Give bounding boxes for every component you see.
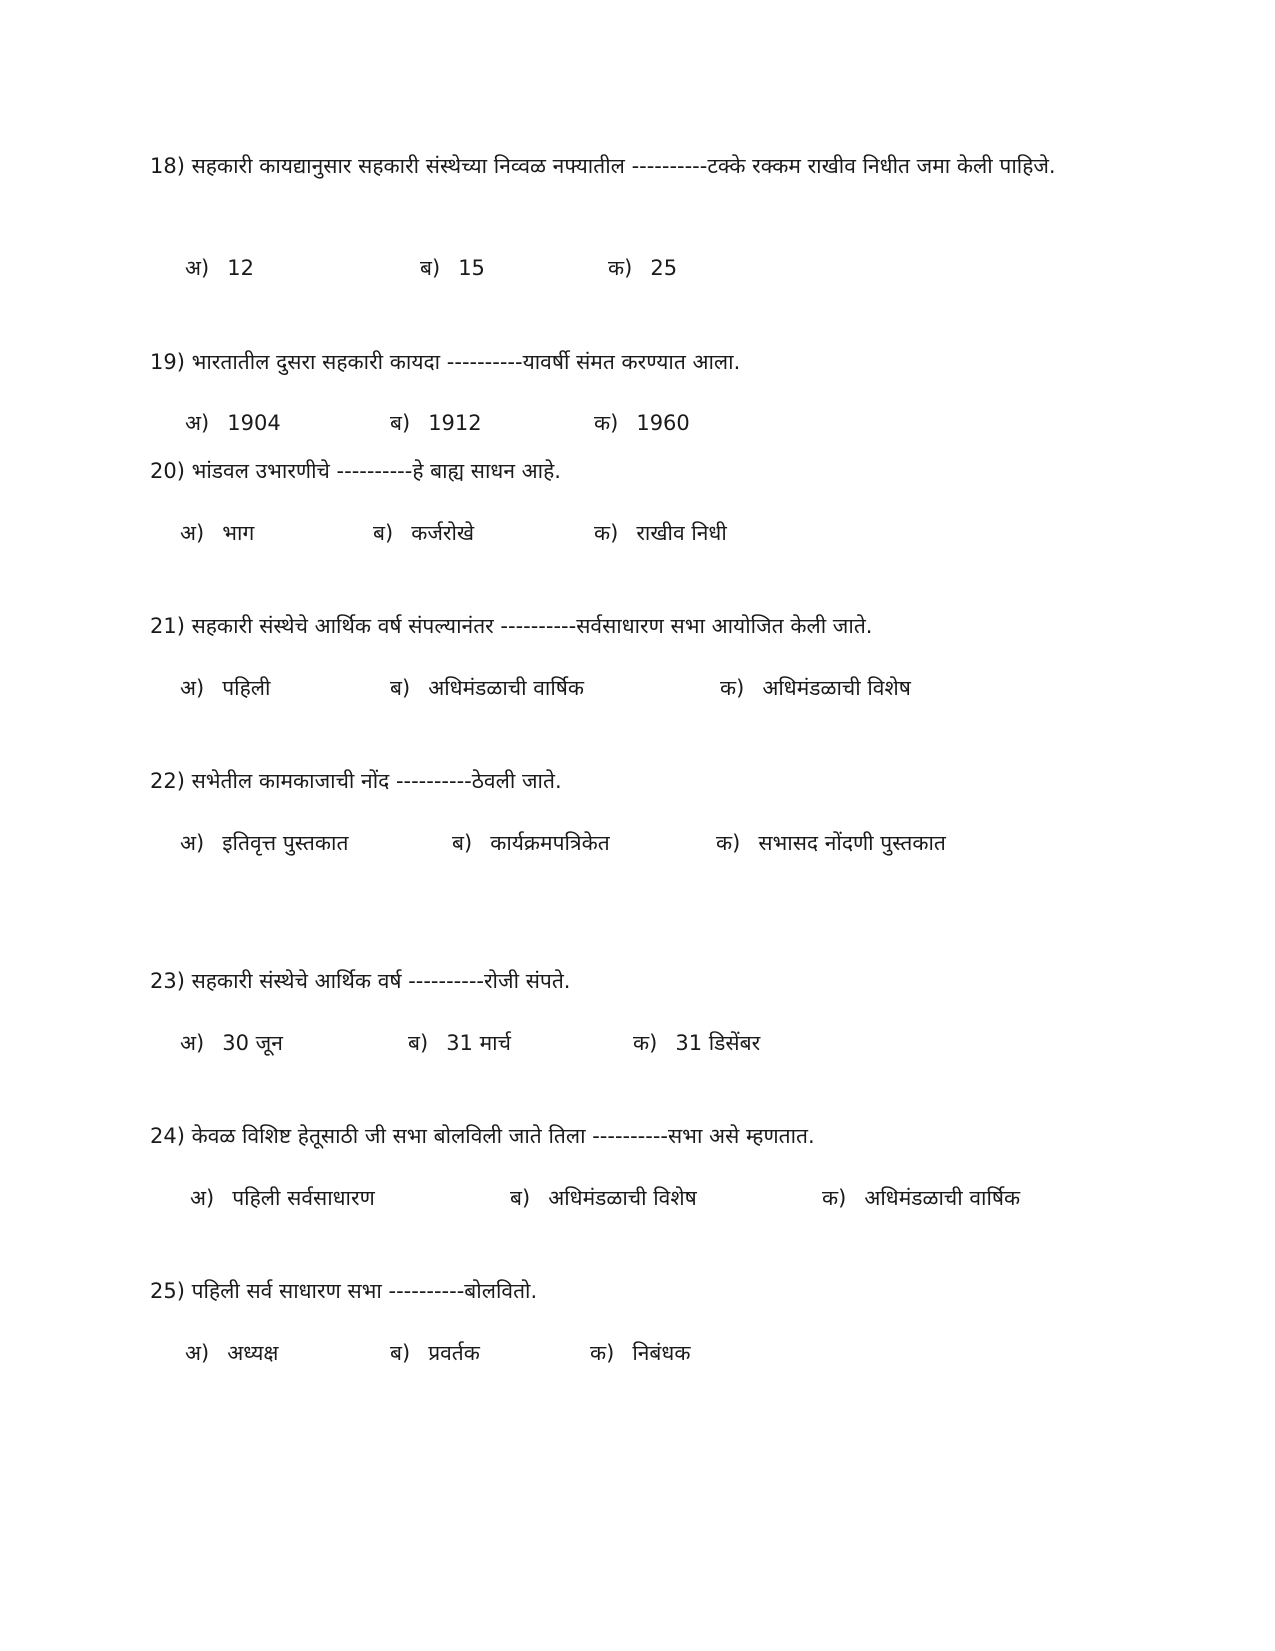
- option-24-c: [822, 1183, 1020, 1213]
- option-value: कार्यक्रमपत्रिकेत: [490, 831, 610, 855]
- option-21-b: [390, 673, 584, 703]
- option-label: ब): [420, 256, 441, 280]
- option-value: सभासद नोंदणी पुस्तकात: [758, 831, 946, 855]
- option-label: अ): [180, 521, 205, 545]
- option-label: अ): [180, 831, 205, 855]
- option-label: अ): [180, 676, 205, 700]
- option-value: पहिली: [222, 676, 271, 700]
- option-value: पहिली सर्वसाधारण: [232, 1186, 375, 1210]
- option-18-a: [185, 253, 254, 283]
- option-label: क): [590, 1341, 615, 1365]
- option-21-c: [720, 673, 911, 703]
- option-value: 1904: [227, 411, 281, 435]
- option-18-c: [608, 253, 677, 283]
- option-label: ब): [390, 676, 411, 700]
- option-20-a: [180, 518, 254, 548]
- option-25-a: [185, 1338, 278, 1368]
- option-22-a: [180, 828, 348, 858]
- option-label: अ): [185, 1341, 210, 1365]
- option-label: ब): [452, 831, 473, 855]
- option-label: क): [594, 521, 619, 545]
- question-18: 18) सहकारी कायद्यानुसार सहकारी संस्थेच्या निव्वळ नफ्यातील ----------टक्के रक्कम राखीव निधीत जमा केली पाहिजे.: [150, 154, 1056, 178]
- option-label: क): [716, 831, 741, 855]
- option-value: 31 मार्च: [446, 1031, 511, 1055]
- question-24: 24) केवळ विशिष्ट हेतूसाठी जी सभा बोलविली जाते तिला ----------सभा असे म्हणतात.: [150, 1124, 815, 1148]
- question-23: 23) सहकारी संस्थेचे आर्थिक वर्ष ----------रोजी संपते.: [150, 969, 571, 993]
- option-label: ब): [408, 1031, 429, 1055]
- option-25-c: [590, 1338, 690, 1368]
- option-23-b: [408, 1028, 511, 1058]
- option-20-c: [594, 518, 727, 548]
- question-20: 20) भांडवल उभारणीचे ----------हे बाह्य साधन आहे.: [150, 459, 561, 483]
- option-value: 30 जून: [222, 1031, 283, 1055]
- option-25-b: [390, 1338, 480, 1368]
- option-value: 31 डिसेंबर: [675, 1031, 761, 1055]
- question-22: 22) सभेतील कामकाजाची नोंद ----------ठेवली जाते.: [150, 769, 562, 793]
- option-label: अ): [185, 256, 210, 280]
- option-value: इतिवृत्त पुस्तकात: [222, 831, 349, 855]
- option-value: 1960: [636, 411, 690, 435]
- option-20-b: [373, 518, 474, 548]
- option-label: अ): [190, 1186, 215, 1210]
- option-value: अध्यक्ष: [227, 1341, 279, 1365]
- option-22-b: [452, 828, 610, 858]
- option-19-b: [390, 408, 482, 438]
- option-label: क): [720, 676, 745, 700]
- option-19-a: [185, 408, 281, 438]
- question-25: 25) पहिली सर्व साधारण सभा ----------बोलवितो.: [150, 1279, 538, 1303]
- option-value: 15: [458, 256, 485, 280]
- option-value: अधिमंडळाची वार्षिक: [428, 676, 585, 700]
- question-21: 21) सहकारी संस्थेचे आर्थिक वर्ष संपल्यानंतर ----------सर्वसाधारण सभा आयोजित केली जाते.: [150, 614, 873, 638]
- option-value: 1912: [428, 411, 482, 435]
- option-value: प्रवर्तक: [428, 1341, 480, 1365]
- option-label: ब): [510, 1186, 531, 1210]
- option-label: अ): [185, 411, 210, 435]
- option-value: कर्जरोखे: [411, 521, 475, 545]
- option-19-c: [594, 408, 690, 438]
- option-value: अधिमंडळाची विशेष: [548, 1186, 697, 1210]
- option-label: ब): [373, 521, 394, 545]
- option-value: 12: [227, 256, 254, 280]
- option-value: 25: [650, 256, 678, 280]
- option-label: अ): [180, 1031, 205, 1055]
- option-label: ब): [390, 1341, 411, 1365]
- option-23-a: [180, 1028, 283, 1058]
- option-value: अधिमंडळाची विशेष: [762, 676, 911, 700]
- option-22-c: [716, 828, 946, 858]
- option-value: राखीव निधी: [636, 521, 727, 545]
- option-value: निबंधक: [632, 1341, 691, 1365]
- question-19: 19) भारतातील दुसरा सहकारी कायदा ----------यावर्षी संमत करण्यात आला.: [150, 350, 741, 374]
- option-label: क): [822, 1186, 847, 1210]
- option-18-b: [420, 253, 485, 283]
- option-value: अधिमंडळाची वार्षिक: [864, 1186, 1021, 1210]
- option-label: ब): [390, 411, 411, 435]
- option-label: क): [633, 1031, 658, 1055]
- option-24-a: [190, 1183, 375, 1213]
- option-23-c: [633, 1028, 760, 1058]
- option-label: क): [608, 256, 633, 280]
- option-21-a: [180, 673, 270, 703]
- option-24-b: [510, 1183, 697, 1213]
- option-label: क): [594, 411, 619, 435]
- option-value: भाग: [222, 521, 255, 545]
